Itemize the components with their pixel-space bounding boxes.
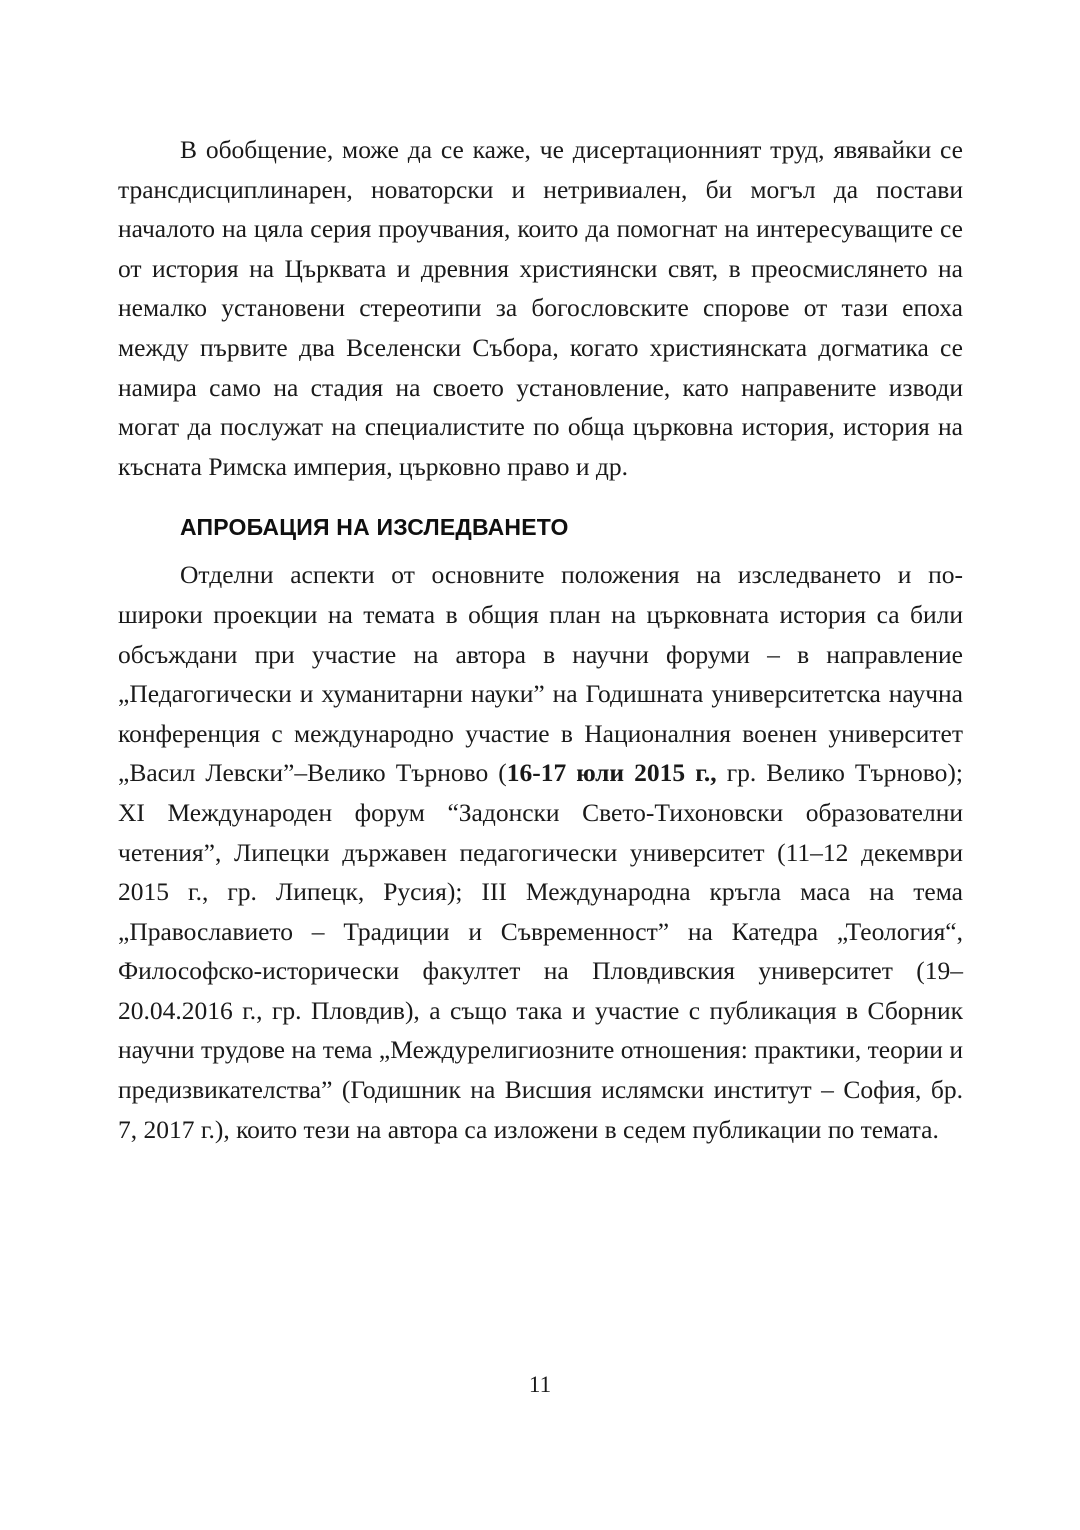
page-title: АПРОБАЦИЯ НА ИЗСЛЕДВАНЕТО	[180, 514, 569, 541]
paragraph-summary: В обобщение, може да се каже, че дисертационният труд, явявайки се трансдисциплинарен, новаторски и нетривиален, би могъл да постави началото на цяла серия проучвания, които да помогнат на интересуващите се от история на Църквата и древния християнски свят, в преосмислянето на немалко установени стереотипи за богословските спорове от тази епоха между първите два Вселенски Събора, когато християнската догматика се намира само на стадия на своето установление, като направените изводи могат да послужат на специалистите по обща църковна история, история на късната Римска империя, църковно право и др.	[118, 135, 963, 481]
paragraph-approbation-date-emphasis: 16-17 юли 2015 г.,	[506, 758, 717, 788]
paragraph-approbation-text-end: гр. Велико Търново); XI Международен форум “Задонски Свето-Тихоновски образователни четения”, Липецки държавен педагогически университет (11–12 декември 2015 г., гр. Липецк, Русия); III Международна кръгла маса на тема „Православието – Традиции и Съвременност” на Катедра „Теология“, Философско-исторически факултет на Пловдивския университет (19–20.04.2016 г., гр. Пловдив), а също така и участие с публикация в Сборник научни трудове на тема „Междурелигиозните отношения: практики, теории и предизвикателства” (Годишник на Висшия ислямски институт – София, бр. 7, 2017 г.), които тези на автора са изложени в седем публикации по темата.	[118, 758, 963, 1144]
page-content	[118, 130, 963, 1149]
paragraph-approbation-text-start: Отделни аспекти от основните положения на изследването и по-широки проекции на темата в общия план на църковната история са били обсъждани при участие на автора в научни форуми – в направление „Педагогически и хуманитарни науки” на Годишната университетска научна конференция с международно участие в Националния военен университет „Васил Левски”–Велико Търново (	[118, 560, 963, 788]
paragraph-approbation	[118, 555, 963, 1149]
page-number: 11	[528, 1372, 552, 1397]
